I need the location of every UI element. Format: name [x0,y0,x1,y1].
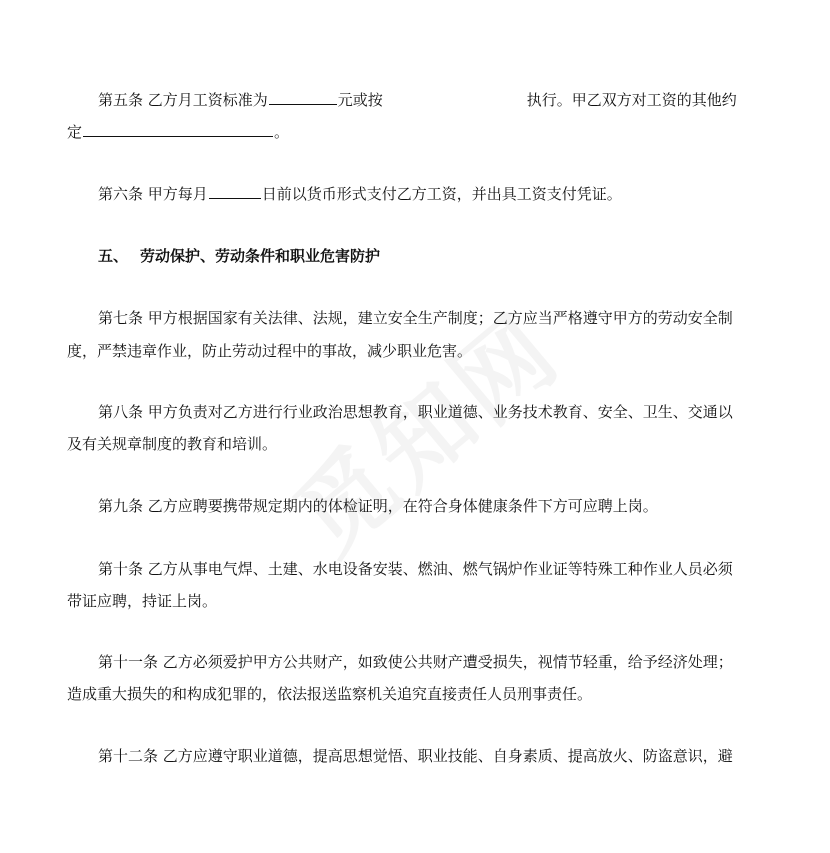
salary-blank [269,90,337,105]
article-5-line-2 [67,122,289,142]
article-5-text-4: 定 [67,123,83,141]
article-11-line-1: 第十一条 乙方必须爱护甲方公共财产，如致使公共财产遭受损失，视情节轻重，给予经济处理； [98,653,733,671]
article-10-line-1: 第十条 乙方从事电气焊、土建、水电设备安装、燃油、燃气锅炉作业证等特殊工种作业人员必须 [98,560,733,578]
section-5-heading [98,246,380,266]
article-8-line-2: 及有关规章制度的教育和培训。 [67,435,278,453]
article-6-text-2: 日前以货币形式支付乙方工资，并出具工资支付凭证。 [261,185,622,203]
article-12-line-1: 第十二条 乙方应遵守职业道德，提高思想觉悟、职业技能、自身素质、提高放火、防盗意识，避 [98,747,733,765]
section-5-number: 五、 [98,247,129,265]
article-6-line-1 [98,184,622,204]
article-7-line-2: 度，严禁违章作业，防止劳动过程中的事故，减少职业危害。 [67,342,473,360]
other-terms-blank [83,122,273,137]
article-5-text-5: 。 [274,123,290,141]
article-5-text-2: 元或按 [337,91,383,109]
pay-day-blank [209,184,261,199]
article-11-line-2: 造成重大损失的和构成犯罪的，依法报送监察机关追究直接责任人员刑事责任。 [67,685,593,703]
article-8-line-1: 第八条 甲方负责对乙方进行行业政治思想教育，职业道德、业务技术教育、安全、卫生、交通以 [98,403,733,421]
article-5-text-3: 执行。甲乙双方对工资的其他约 [526,91,737,109]
article-9-line-1: 第九条 乙方应聘要携带规定期内的体检证明，在符合身体健康条件下方可应聘上岗。 [98,497,658,515]
section-5-title: 劳动保护、劳动条件和职业危害防护 [140,247,381,265]
article-7-line-1: 第七条 甲方根据国家有关法律、法规，建立安全生产制度；乙方应当严格遵守甲方的劳动安全制 [98,309,733,327]
article-6-text-1: 第六条 甲方每月 [98,185,208,203]
article-5-line-1 [98,90,737,110]
article-5-text-1: 第五条 乙方月工资标准为 [98,91,268,109]
article-10-line-2: 带证应聘，持证上岗。 [67,592,218,610]
